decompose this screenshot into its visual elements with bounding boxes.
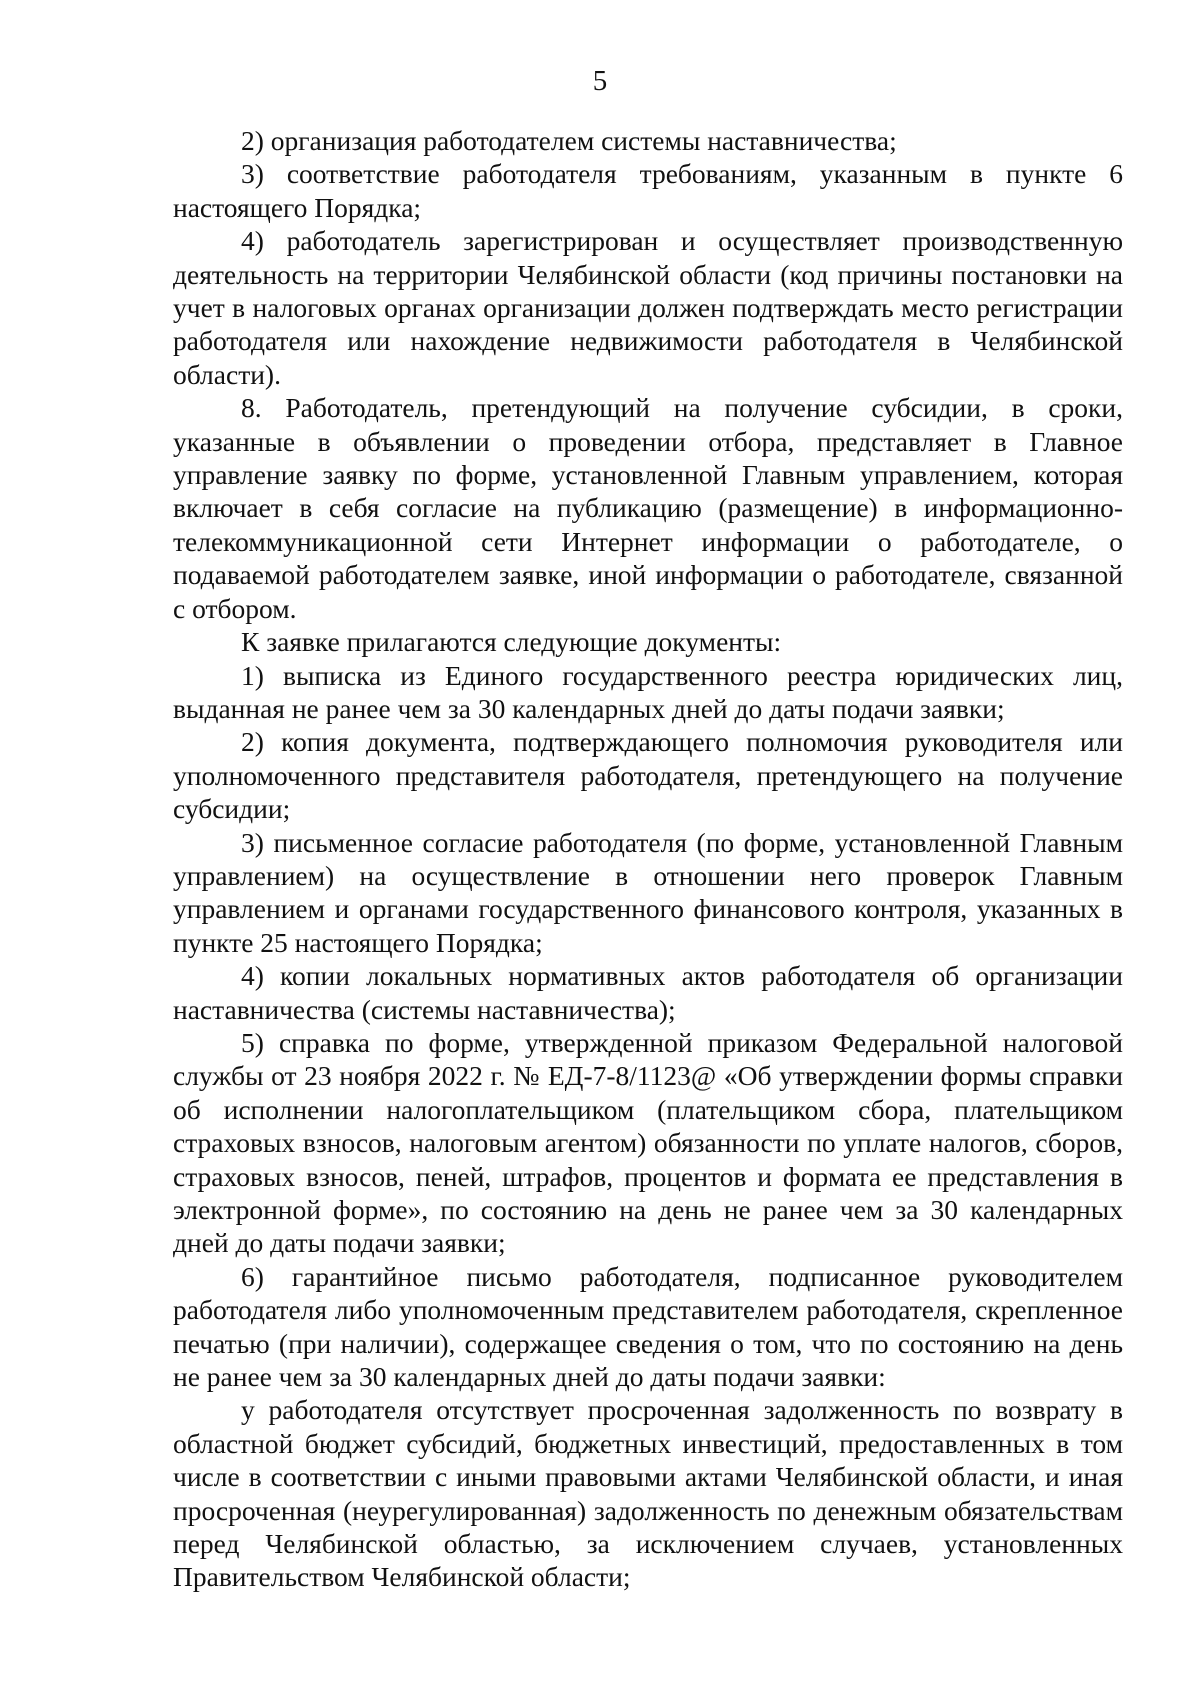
list-item-registry-extract: 1) выписка из Единого государственного реестра юридических лиц, выданная не ранее чем за 30 календарных дней до даты подачи заявки; xyxy=(173,659,1123,724)
list-item-authority-document-copy: 2) копия документа, подтверждающего полномочия руководителя или уполномоченного представителя работодателя, претендующего на получение субсидии; xyxy=(173,726,1123,825)
page-number: 5 xyxy=(592,65,608,97)
list-item-written-consent: 3) письменное согласие работодателя (по форме, установленной Главным управлением) на осуществление в отношении него проверок Главным управлением и органами государственного финансового контроля, указанных в пункте 25 настоящего Порядка; xyxy=(173,826,1123,958)
list-item-guarantee-letter: 6) гарантийное письмо работодателя, подписанное руководителем работодателя либо уполномоченным представителем работодателя, скрепленное печатью (при наличии), содержащее сведения о том, что по состоянию на день не ранее чем за 30 календарных дней до даты подачи заявки: xyxy=(173,1260,1123,1393)
document-body xyxy=(173,124,1123,1594)
list-item-organization-mentoring: 2) организация работодателем системы наставничества; xyxy=(241,125,897,156)
paragraph-application-submission: 8. Работодатель, претендующий на получение субсидии, в сроки, указанные в объявлении о проведении отбора, представляет в Главное управление заявку по форме, установленной Главным управлением, которая включает в себя согласие на публикацию (размещение) в информационно-телекоммуникационной сети Интернет информации о работодателе, о подаваемой работодателем заявке, иной информации о работодателе, связанной с отбором. xyxy=(173,392,1123,624)
list-item-local-acts-copies: 4) копии локальных нормативных актов работодателя об организации наставничества (системы наставничества); xyxy=(173,960,1123,1025)
list-item-registration-territory: 4) работодатель зарегистрирован и осуществляет производственную деятельность на территории Челябинской области (код причины постановки на учет в налоговых органах организации должен подтверждать место регистрации работодателя или нахождение недвижимости работодателя в Челябинской области). xyxy=(173,225,1123,390)
list-item-tax-certificate: 5) справка по форме, утвержденной приказом Федеральной налоговой службы от 23 ноября 2022 г. № ЕД-7-8/1123@ «Об утверждении формы справки об исполнении налогоплательщиком (плательщиком сбора, плательщиком страховых взносов, налоговым агентом) обязанности по уплате налогов, сборов, страховых взносов, пеней, штрафов, процентов и формата ее представления в электронной форме», по состоянию на день не ранее чем за 30 календарных дней до даты подачи заявки; xyxy=(173,1026,1123,1259)
paragraph-no-overdue-debt: у работодателя отсутствует просроченная задолженность по возврату в областной бюджет субсидий, бюджетных инвестиций, предоставленных в том числе в соответствии с иными правовыми актами Челябинской области, и иная просроченная (неурегулированная) задолженность по денежным обязательствам перед Челябинской областью, за исключением случаев, установленных Правительством Челябинской области; xyxy=(173,1394,1123,1593)
paragraph-attached-documents-intro: К заявке прилагаются следующие документы: xyxy=(241,626,782,658)
list-item-compliance-requirements: 3) соответствие работодателя требованиям, указанным в пункте 6 настоящего Порядка; xyxy=(173,158,1123,223)
